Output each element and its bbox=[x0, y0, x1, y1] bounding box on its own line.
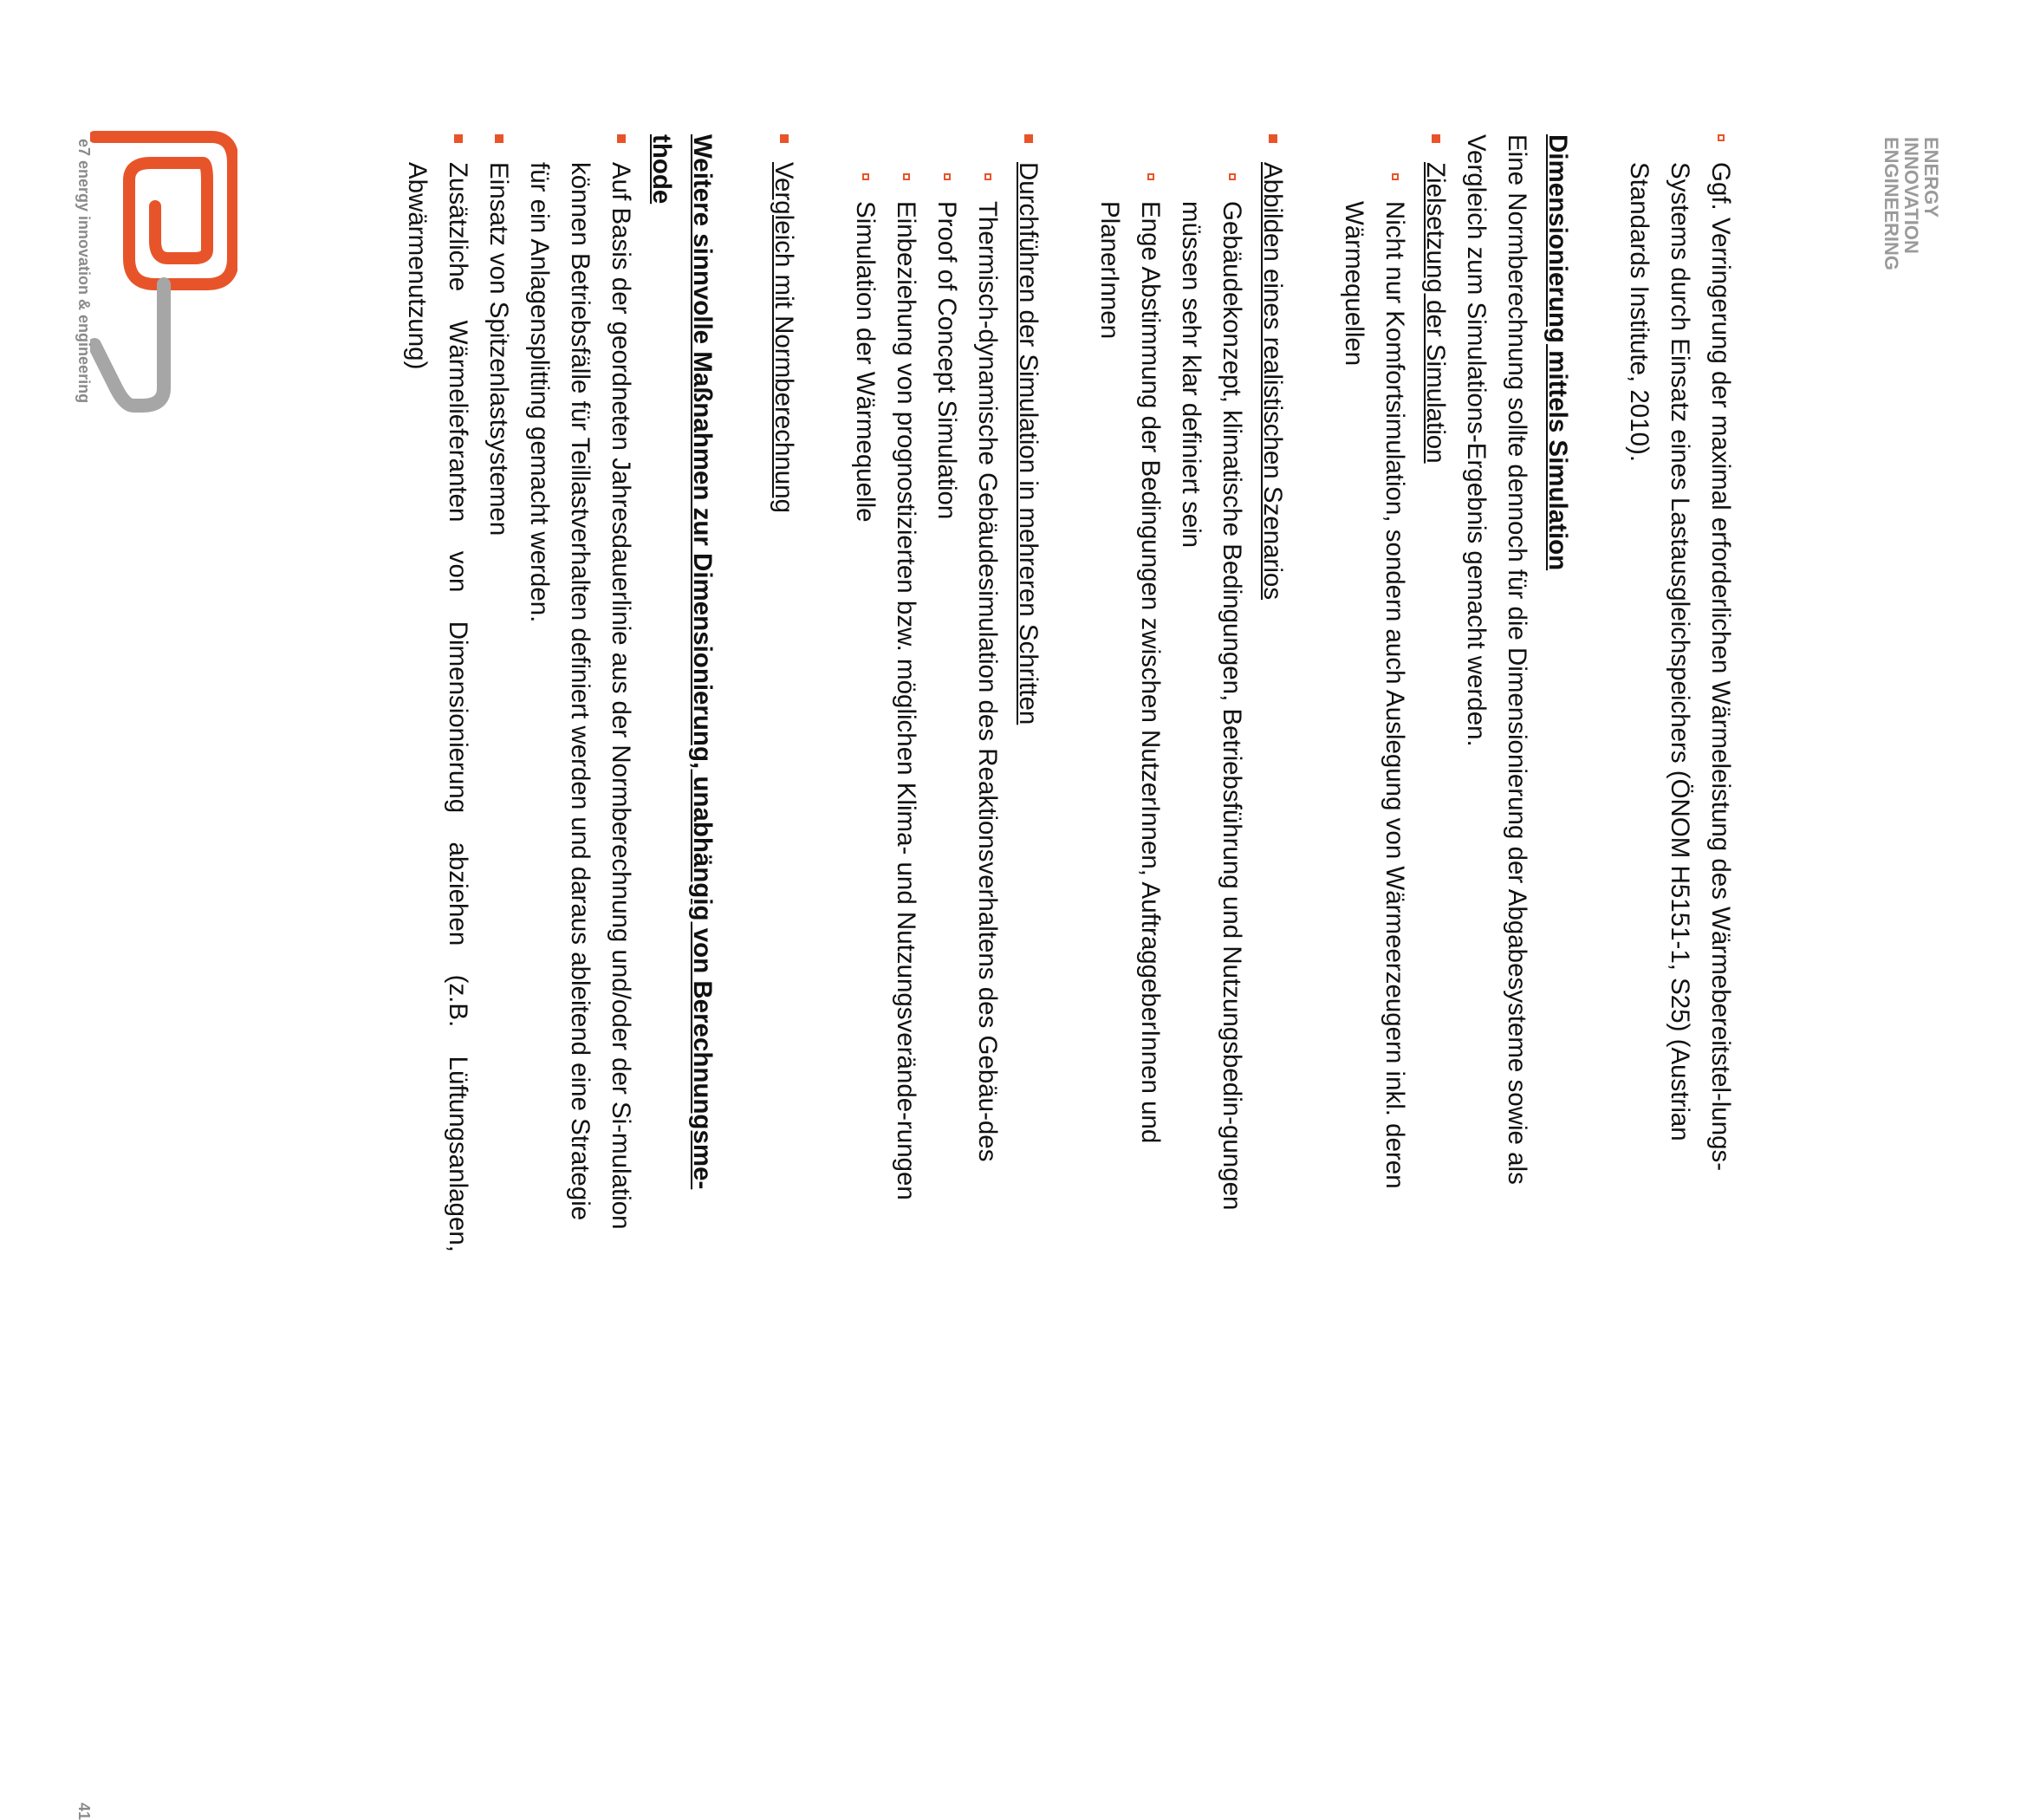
intro-bullet-text: Ggf. Verringerung der maximal erforderlichen Wärmeleistung des Wärmebereitstel-lungs-Systems durch Einsatz eines Lastausgleichspeichers (ÖNOM H5151-1, S25) (Austrian Standards Institute, 2010). bbox=[1625, 162, 1735, 1172]
sub-list-item-text: Gebäudekonzept, klimatische Bedingungen, Betriebsführung und Nutzungsbedin-gungen müssen sehr klar definiert sein bbox=[1177, 201, 1246, 1211]
hollow-square-bullet-icon bbox=[1229, 173, 1236, 180]
solid-square-bullet-icon bbox=[454, 134, 463, 143]
sub-list-item-text: Enge Abstimmung der Bedingungen zwischen NutzerInnen, AuftraggeberInnen und PlanerInnen bbox=[1095, 201, 1165, 1144]
list-item bbox=[1252, 134, 1293, 1252]
list-item bbox=[478, 134, 519, 1252]
list-item bbox=[519, 134, 641, 1252]
section1-paragraph: Eine Normberechnung sollte dennoch für die Dimensionierung der Abgabesysteme sowie als Vergleich zum Simulations-Ergebnis gemacht werden. bbox=[1462, 134, 1531, 1185]
hollow-square-bullet-icon bbox=[944, 173, 951, 180]
e7-logo-mark-icon bbox=[90, 128, 237, 414]
list-item-text: Auf Basis der geordneten Jahresdauerlinie aus der Normberechnung und/oder der Si-mulation können Betriebsfälle für Teillastverhalten definiert werden und daraus ableitend eine Strategie für ein Anlagensplitting gemacht werden. bbox=[525, 162, 635, 1230]
hollow-square-bullet-icon bbox=[984, 173, 991, 180]
sub-list-item bbox=[967, 173, 1008, 1252]
section1-heading: Dimensionierung mittels Simulation bbox=[1543, 134, 1572, 571]
sub-list-item-text: Einbeziehung von prognostizierten bzw. möglichen Klima- und Nutzungsverände-rungen bbox=[892, 201, 920, 1200]
sub-list-item bbox=[1089, 173, 1171, 1252]
logo-word-innovation: INNOVATION bbox=[1900, 137, 1922, 254]
list-item bbox=[1415, 134, 1456, 1252]
sub-list-item-text: Simulation der Wärmequelle bbox=[851, 201, 880, 523]
sub-list-item bbox=[926, 173, 967, 1252]
list-item bbox=[763, 134, 804, 1252]
list-item-label: Vergleich mit Normberechnung bbox=[770, 162, 798, 514]
solid-square-bullet-icon bbox=[495, 134, 504, 143]
list-item-text: Einsatz von Spitzenlastsystemen bbox=[484, 162, 513, 536]
sub-list-item bbox=[886, 173, 926, 1252]
section2-heading: Weitere sinnvolle Maßnahmen zur Dimensionierung, unabhängig von Berechnungsme-thode bbox=[647, 134, 717, 1190]
sub-list-item bbox=[845, 173, 886, 1252]
list-item-label: Abbilden eines realistischen Szenarios bbox=[1258, 162, 1287, 601]
solid-square-bullet-icon bbox=[780, 134, 789, 143]
hollow-square-bullet-icon bbox=[862, 173, 869, 180]
list-item-text: Zusätzliche Wärmelieferanten von Dimensionierung abziehen (z.B. Lüftungsanlagen, Abwärmenutzung) bbox=[403, 162, 472, 1252]
list-item-label: Durchführen der Simulation in mehreren Schritten bbox=[1014, 162, 1043, 725]
logo-word-energy: ENERGY bbox=[1920, 137, 1942, 218]
intro-bullet bbox=[1619, 134, 1741, 1252]
logo-word-engineering: ENGINEERING bbox=[1881, 137, 1902, 271]
solid-square-bullet-icon bbox=[617, 134, 626, 143]
hollow-square-bullet-icon bbox=[1718, 134, 1725, 141]
hollow-square-bullet-icon bbox=[1392, 173, 1399, 180]
hollow-square-bullet-icon bbox=[903, 173, 910, 180]
hollow-square-bullet-icon bbox=[1147, 173, 1154, 180]
e7-logo bbox=[90, 128, 237, 414]
sub-list-item bbox=[1334, 173, 1415, 1252]
logo-wordmark bbox=[1881, 137, 1942, 271]
solid-square-bullet-icon bbox=[1432, 134, 1440, 143]
sub-list-item-text: Nicht nur Komfortsimulation, sondern auch Auslegung von Wärmeerzeugern inkl. deren Wärmequellen bbox=[1340, 201, 1409, 1189]
footer-company: e7 energy innovation & engineering bbox=[75, 139, 93, 404]
list-item bbox=[397, 134, 478, 1252]
list-item-label: Zielsetzung der Simulation bbox=[1421, 162, 1450, 464]
page-number: 41 bbox=[75, 1803, 93, 1820]
solid-square-bullet-icon bbox=[1269, 134, 1277, 143]
sub-list-item-text: Thermisch-dynamische Gebäudesimulation des Reaktionsverhaltens des Gebäu-des bbox=[973, 201, 1002, 1162]
document-content bbox=[397, 134, 1741, 1252]
list-item bbox=[1008, 134, 1049, 1252]
solid-square-bullet-icon bbox=[1024, 134, 1033, 143]
sub-list-item bbox=[1171, 173, 1252, 1252]
sub-list-item-text: Proof of Concept Simulation bbox=[932, 201, 961, 520]
